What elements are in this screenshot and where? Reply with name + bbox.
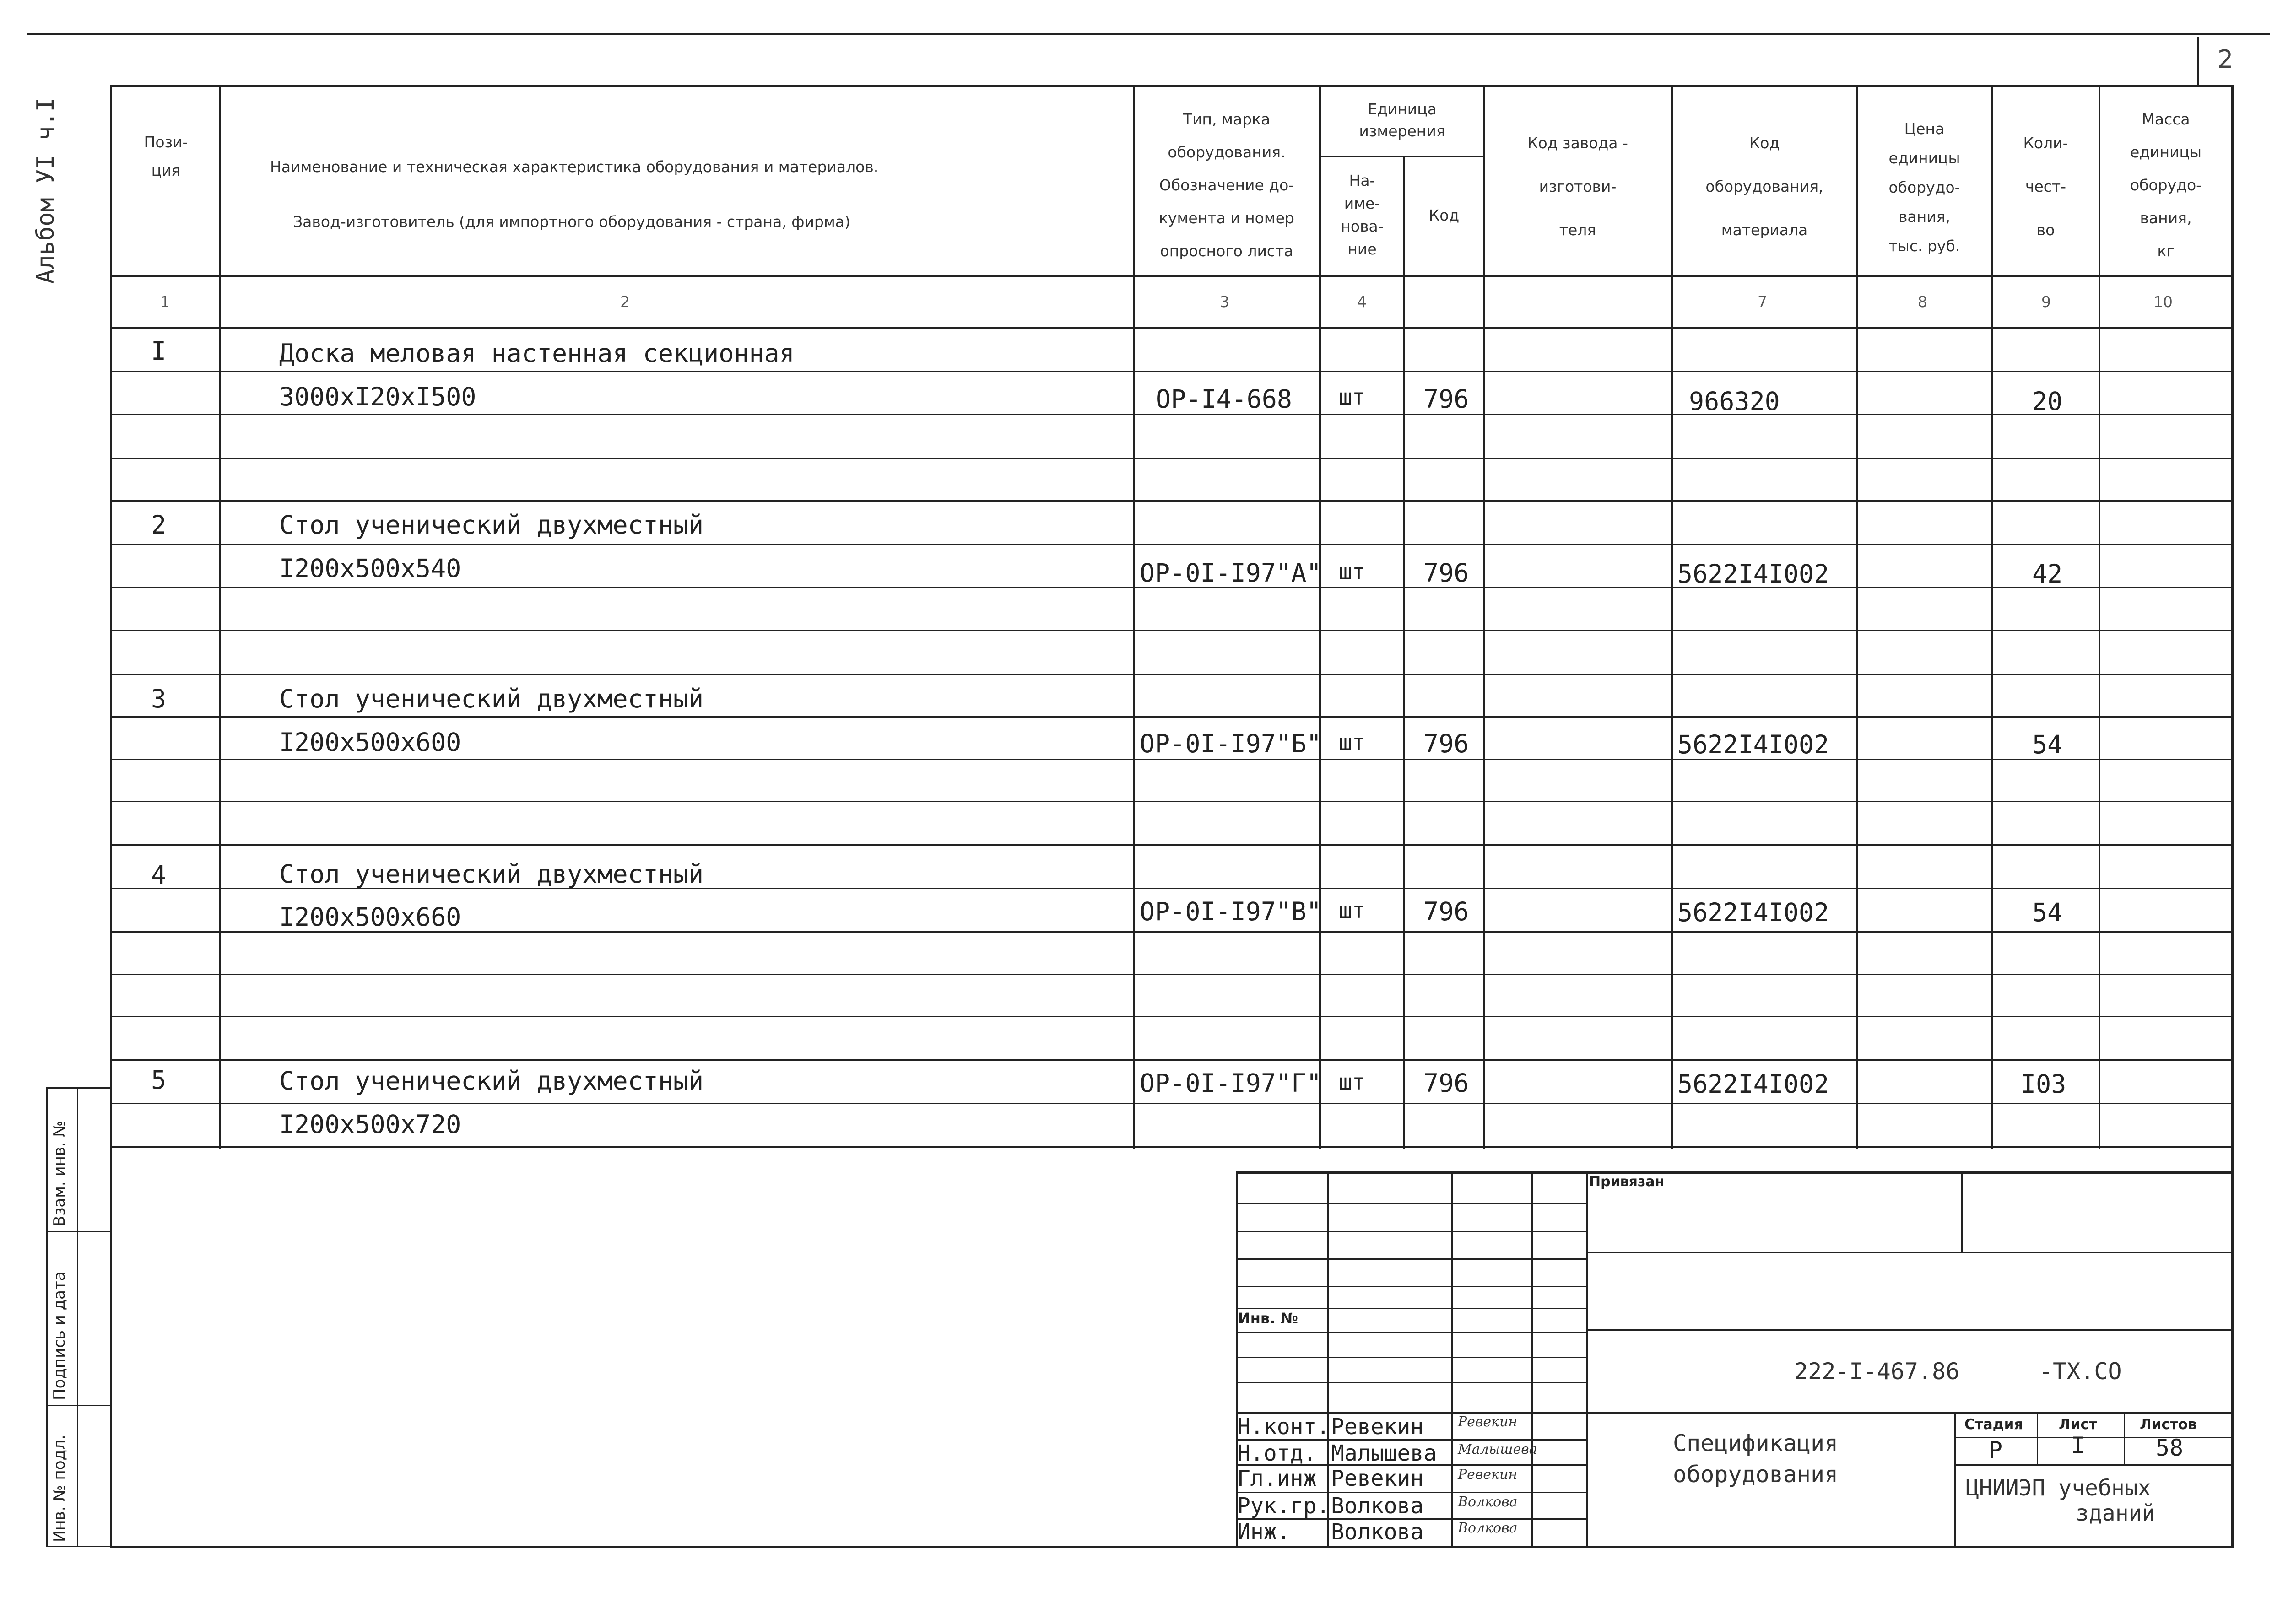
signer-name: Малышева [1331, 1441, 1437, 1466]
item-position: 5 [151, 1065, 167, 1095]
header-equip-code: Код оборудования, материала [1705, 134, 1823, 239]
signer-name: Ревекин [1331, 1466, 1424, 1491]
item-quantity: 42 [2032, 559, 2063, 588]
stage-label: Стадия [1964, 1416, 2023, 1433]
item-spec: I200x500x600 [279, 728, 461, 757]
sheet-number: 2 [2218, 45, 2234, 74]
frame-left [110, 85, 112, 1547]
item-unit-code: 796 [1423, 1068, 1469, 1098]
header-unit-code: Код [1428, 206, 1460, 224]
colnum-7: 7 [1758, 293, 1767, 311]
top-border [27, 33, 2270, 35]
signer-signature: Ревекин [1458, 1467, 1518, 1483]
doc-code: 222-I-467.86 [1794, 1358, 1960, 1385]
item-position: I [151, 336, 167, 366]
header-unit-group: Единица измерения [1359, 100, 1445, 140]
signer-name: Волкова [1331, 1493, 1424, 1519]
stage-value: Р [1989, 1437, 2003, 1463]
item-unit-code: 796 [1423, 729, 1469, 758]
item-unit-code: 796 [1423, 384, 1469, 414]
header-mass: Масса единицы оборудо- вания, кг [2130, 110, 2202, 260]
item-doc: ОР-0I-I97"Г" [1140, 1068, 1322, 1098]
item-name: Доска меловая настенная секционная [279, 339, 795, 368]
item-name: Стол ученический двухместный [279, 1066, 704, 1095]
header-price: Цена единицы оборудо- вания, тыс. руб. [1888, 120, 1960, 255]
item-equip-code: 5622I4I002 [1677, 1069, 1829, 1099]
privyazan-label: Привязан [1589, 1174, 1665, 1190]
item-unit-code: 796 [1423, 558, 1469, 588]
frame-top [110, 85, 2234, 87]
album-label: Альбом УI ч.I [32, 97, 60, 284]
item-quantity: 20 [2032, 387, 2063, 416]
stamp-inv: Инв. № подл. [50, 1435, 69, 1542]
item-equip-code: 966320 [1689, 387, 1780, 416]
signer-role: Инж. [1237, 1519, 1290, 1545]
signer-signature: Волкова [1458, 1494, 1518, 1510]
item-spec: I200x500x540 [279, 554, 461, 583]
colnum-2: 2 [620, 293, 630, 311]
item-spec: 3000xI20xI500 [279, 382, 476, 411]
header-position: Пози- ция [144, 133, 188, 179]
signer-name: Волкова [1331, 1519, 1424, 1545]
item-position: 2 [151, 510, 167, 540]
signer-role: Гл.инж [1237, 1466, 1317, 1491]
item-doc: ОР-0I-I97"В" [1140, 897, 1322, 926]
colnum-10: 10 [2153, 293, 2173, 311]
header-quantity: Коли- чест- во [2023, 134, 2068, 239]
stamp-vzam: Взам. инв. № [50, 1121, 69, 1226]
item-unit-name: шт [1339, 898, 1365, 923]
item-equip-code: 5622I4I002 [1677, 898, 1829, 927]
sheet-label: Лист [2059, 1416, 2097, 1433]
item-doc: ОР-I4-668 [1156, 384, 1293, 414]
item-quantity: I03 [2021, 1069, 2066, 1099]
colnum-9: 9 [2041, 293, 2051, 311]
sheet-number-box [2197, 37, 2199, 87]
header-plant-code: Код завода - изготови- теля [1527, 134, 1628, 239]
item-unit-name: шт [1339, 559, 1365, 585]
item-position: 3 [151, 684, 167, 713]
item-equip-code: 5622I4I002 [1677, 730, 1829, 759]
item-quantity: 54 [2032, 730, 2063, 759]
signer-role: Рук.гр. [1237, 1493, 1330, 1519]
document-title: Спецификация оборудования [1673, 1430, 1839, 1488]
item-doc: ОР-0I-I97"Б" [1140, 729, 1322, 758]
item-name: Стол ученический двухместный [279, 859, 704, 889]
signer-signature: Малышева [1458, 1441, 1537, 1457]
item-name: Стол ученический двухместный [279, 510, 704, 540]
frame-bottom [110, 1546, 2234, 1548]
colnum-3: 3 [1220, 293, 1229, 311]
colnum-1: 1 [160, 293, 170, 311]
colnum-4: 4 [1357, 293, 1367, 311]
item-quantity: 54 [2032, 898, 2063, 927]
item-unit-code: 796 [1423, 897, 1469, 926]
signer-role: Н.отд. [1237, 1441, 1317, 1466]
sheets-label: Листов [2140, 1416, 2197, 1433]
stamp-podpis: Подпись и дата [50, 1271, 69, 1400]
signer-signature: Ревекин [1458, 1414, 1518, 1430]
item-equip-code: 5622I4I002 [1677, 559, 1829, 588]
header-name: Наименование и техническая характеристика оборудования и материалов. Завод-изготовитель (для импортного оборудования - страна, фирма) [270, 158, 879, 231]
item-name: Стол ученический двухместный [279, 684, 704, 713]
item-unit-name: шт [1339, 1069, 1365, 1095]
item-spec: I200x500x660 [279, 902, 461, 932]
sheets-value: 58 [2156, 1435, 2184, 1461]
signer-name: Ревекин [1331, 1414, 1424, 1440]
signer-signature: Волкова [1458, 1520, 1518, 1536]
organization: ЦНИИЭП учебных зданий [1966, 1475, 2155, 1526]
item-doc: ОР-0I-I97"А" [1140, 558, 1322, 588]
doc-suffix: -ТХ.СО [2039, 1358, 2122, 1385]
sheet-value: I [2071, 1432, 2085, 1459]
colnum-8: 8 [1918, 293, 1927, 311]
item-spec: I200x500x720 [279, 1110, 461, 1139]
signer-role: Н.конт. [1237, 1414, 1330, 1440]
header-unit-name: На- име- нова- ние [1341, 172, 1384, 258]
item-position: 4 [151, 860, 167, 890]
item-unit-name: шт [1339, 730, 1365, 755]
inv-no-label: Инв. № [1238, 1310, 1298, 1327]
header-type: Тип, марка оборудования. Обозначение до- кумента и номер опросного листа [1158, 110, 1295, 260]
item-unit-name: шт [1339, 384, 1365, 410]
